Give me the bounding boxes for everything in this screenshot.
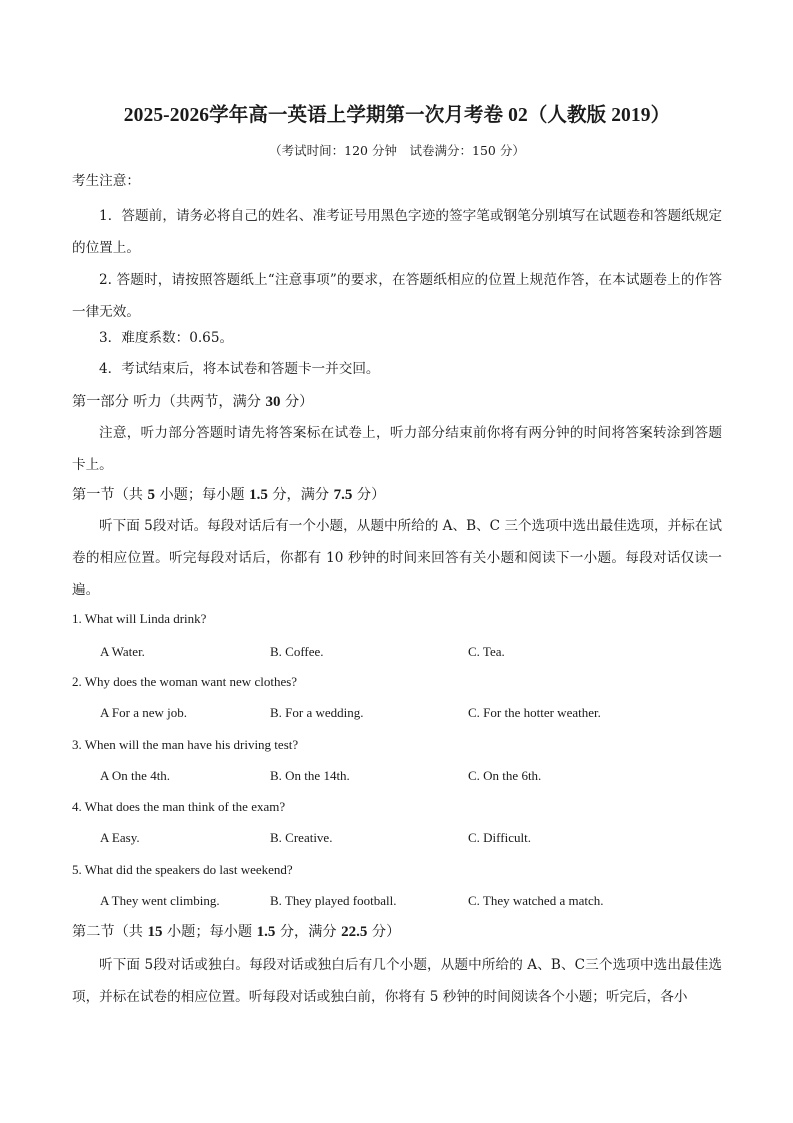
section1-heading-p4: 分） [352,487,386,503]
part1-heading [72,387,722,417]
option-a[interactable]: A They went climbing. [100,893,220,908]
section1-each-score: 1.5 [249,487,268,503]
question-2-options [100,703,720,723]
section1-instructions: 听下面 5段对话。每段对话后有一个小题，从题中所给的 A、B、C 三个选项中选出最佳选项，并标在试卷的相应位置。听完每段对话后，你都有 10 秒钟的时间来回答有关小题和阅读下一小题。每段对话仅读一遍。 [72,518,722,598]
part1-note: 注意，听力部分答题时请先将答案标在试卷上，听力部分结束前你将有两分钟的时间将答案转涂到答题卡上。 [72,425,722,473]
option-a[interactable]: A For a new job. [100,705,188,720]
question-5: 5. What did the speakers do last weekend? [72,862,293,877]
question-4-options [100,828,720,848]
option-c[interactable]: C. Difficult. [468,830,531,845]
option-c[interactable]: C. On the 6th. [468,768,542,783]
option-b[interactable]: B. They played football. [270,893,397,908]
question-3-options [100,766,720,786]
notice-item-2: 2. 答题时，请按照答题纸上“注意事项”的要求，在答题纸相应的位置上规范作答，在本试题卷上的作答一律无效。 [72,272,722,320]
section2-heading-p2: 小题；每小题 [162,924,257,940]
section2-total-score: 22.5 [341,924,368,940]
section2-heading [72,917,722,947]
option-a[interactable]: A Water. [100,644,145,659]
question-2: 2. Why does the woman want new clothes? [72,674,298,689]
section1-total-score: 7.5 [333,487,353,503]
section1-count: 5 [147,487,155,503]
option-a[interactable]: A Easy. [100,830,140,845]
option-b[interactable]: B. On the 14th. [270,768,350,783]
part1-score: 30 [265,394,281,410]
option-b[interactable]: B. For a wedding. [270,705,364,720]
notice-item-1: 1．答题前，请务必将自己的姓名、准考证号用黑色字迹的签字笔或钢笔分别填写在试题卷和答题纸规定的位置上。 [72,208,722,256]
section2-heading-p3: 分，满分 [275,924,342,940]
section2-heading-p1: 第二节（共 [72,924,148,940]
section2-each-score: 1.5 [256,924,276,940]
section1-heading-p3: 分，满分 [267,487,334,503]
option-c[interactable]: C. Tea. [468,644,505,659]
notice-heading: 考生注意： [72,173,140,189]
section2-instructions: 听下面 5段对话或独白。每段对话或独白后有几个小题，从题中所给的 A、B、C三个选项中选出最佳选项，并标在试卷的相应位置。听每段对话或独白前，你将有 5 秒钟的时间阅读各个小题；听完后，各小 [72,957,722,1005]
question-3: 3. When will the man have his driving test? [72,737,299,752]
option-a[interactable]: A On the 4th. [100,768,171,783]
question-1: 1. What will Linda drink? [72,611,207,626]
section2-count: 15 [147,924,163,940]
notice-item-3: 3．难度系数：0.65。 [99,330,234,346]
part1-heading-suffix: 分） [280,394,314,410]
question-5-options [100,891,720,911]
section1-heading [72,480,722,510]
option-c[interactable]: C. They watched a match. [468,893,604,908]
page-title: 2025-2026学年高一英语上学期第一次月考卷 02（人教版 2019） [123,105,671,126]
section1-heading-p1: 第一节（共 [72,487,148,503]
exam-duration-score: （考试时间：120 分钟 试卷满分：150 分） [269,143,525,158]
question-4: 4. What does the man think of the exam? [72,799,286,814]
part1-heading-text: 第一部分 听力（共两节，满分 [72,394,266,410]
question-1-options [100,642,720,662]
section2-heading-p4: 分） [367,924,401,940]
notice-item-4: 4．考试结束后，将本试卷和答题卡一并交回。 [99,361,380,377]
option-b[interactable]: B. Creative. [270,830,333,845]
section1-heading-p2: 小题；每小题 [154,487,250,503]
option-c[interactable]: C. For the hotter weather. [468,705,601,720]
option-b[interactable]: B. Coffee. [270,644,324,659]
